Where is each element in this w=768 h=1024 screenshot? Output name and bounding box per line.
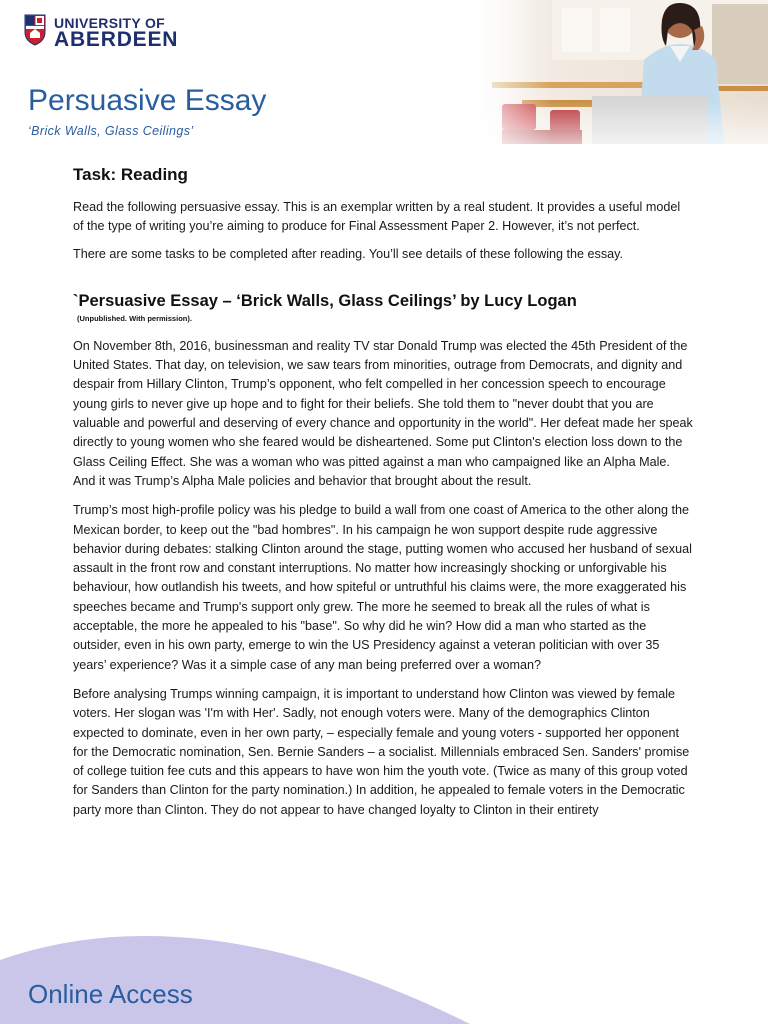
essay-paragraph-2: Trump’s most high-profile policy was his pledge to build a wall from one coast of America to the other along the Mexican border, to keep out the "bad hombres". In his campaign he won support despite rude aggressive behavior during debates: stalking Clinton around the stage, putting women who accused her husband of sexual assault in the front row and constant interruptions. No matter how increasingly shocking or unforgivable his behaviour, how outlandish his tweets, and how spiteful or untruthful his claims were, the more exaggerated his speeches became and Trump's support only grew. The more he seemed to break all the rules of what is acceptable, the more he appealed to his "base". So why did he win? How did a man who started as the outsider, even in his own party, emerge to win the US Presidency against a veteran politician with over 35 years’ experience? Was it a simple case of any man being preferred over a woman? [73, 503, 692, 672]
essay-title: `Persuasive Essay – ‘Brick Walls, Glass Ceilings’ by Lucy Logan [73, 291, 577, 310]
main-content [73, 165, 693, 830]
essay-paragraph-1: On November 8th, 2016, businessman and reality TV star Donald Trump was elected the 45th President of the United States. That day, on television, we saw tears from minorities, outrage from Democrats, and dignity and despair from Hillary Clinton, Trump’s opponent, who felt compelled in her concession speech to encourage young girls to never give up hope and to fight for their beliefs. She told them to "never doubt that you are valuable and powerful and deserving of every chance and opportunity in the world". Her defeat made her speak directly to young women who she feared would be disheartened. Some put Clinton's election loss down to the Glass Ceiling Effect. She was a woman who was pitted against a man who campaigned like an Alpha Male. And it was Trump’s Alpha Male policies and behavior that brought about the result. [73, 338, 693, 488]
logo-line-1: UNIVERSITY OF [54, 15, 165, 31]
hero-photo [462, 0, 768, 144]
essay-permission-note: (Unpublished. With permission). [77, 313, 192, 323]
logo-line-2: ABERDEEN [54, 28, 179, 51]
page-title: Persuasive Essay [28, 84, 267, 117]
task-paragraph-2: There are some tasks to be completed after reading. You’ll see details of these following the essay. [73, 246, 624, 261]
task-heading: Task: Reading [73, 165, 188, 184]
essay-paragraph-3: Before analysing Trumps winning campaign, it is important to understand how Clinton was viewed by female voters. Her slogan was 'I'm with Her'. Sadly, not enough voters were. Many of the demographics Clinton expected to dominate, even in her own party, – especially female and young voters - supported her opponent for the Democratic nomination, Sen. Bernie Sanders – a socialist. Millennials embraced Sen. Sanders' promise of college tuition fee cuts and this appears to have won him the youth vote. (Twice as many of this group voted for Sanders than Clinton for the party nomination.) In addition, he appealed to female voters in the Democratic party more than Clinton. They do not appear to have changed loyalty to Clinton in their entirety [73, 686, 690, 817]
university-logo [24, 14, 179, 51]
crest-icon [24, 14, 46, 46]
footer-label: Online Access [28, 979, 193, 1009]
task-paragraph-1: Read the following persuasive essay. This is an exemplar written by a real student. It provides a useful model of the type of writing you’re aiming to produce for Final Assessment Paper 2. However, it’s not perfect. [73, 200, 681, 234]
page-subtitle: ‘Brick Walls, Glass Ceilings’ [28, 124, 194, 138]
